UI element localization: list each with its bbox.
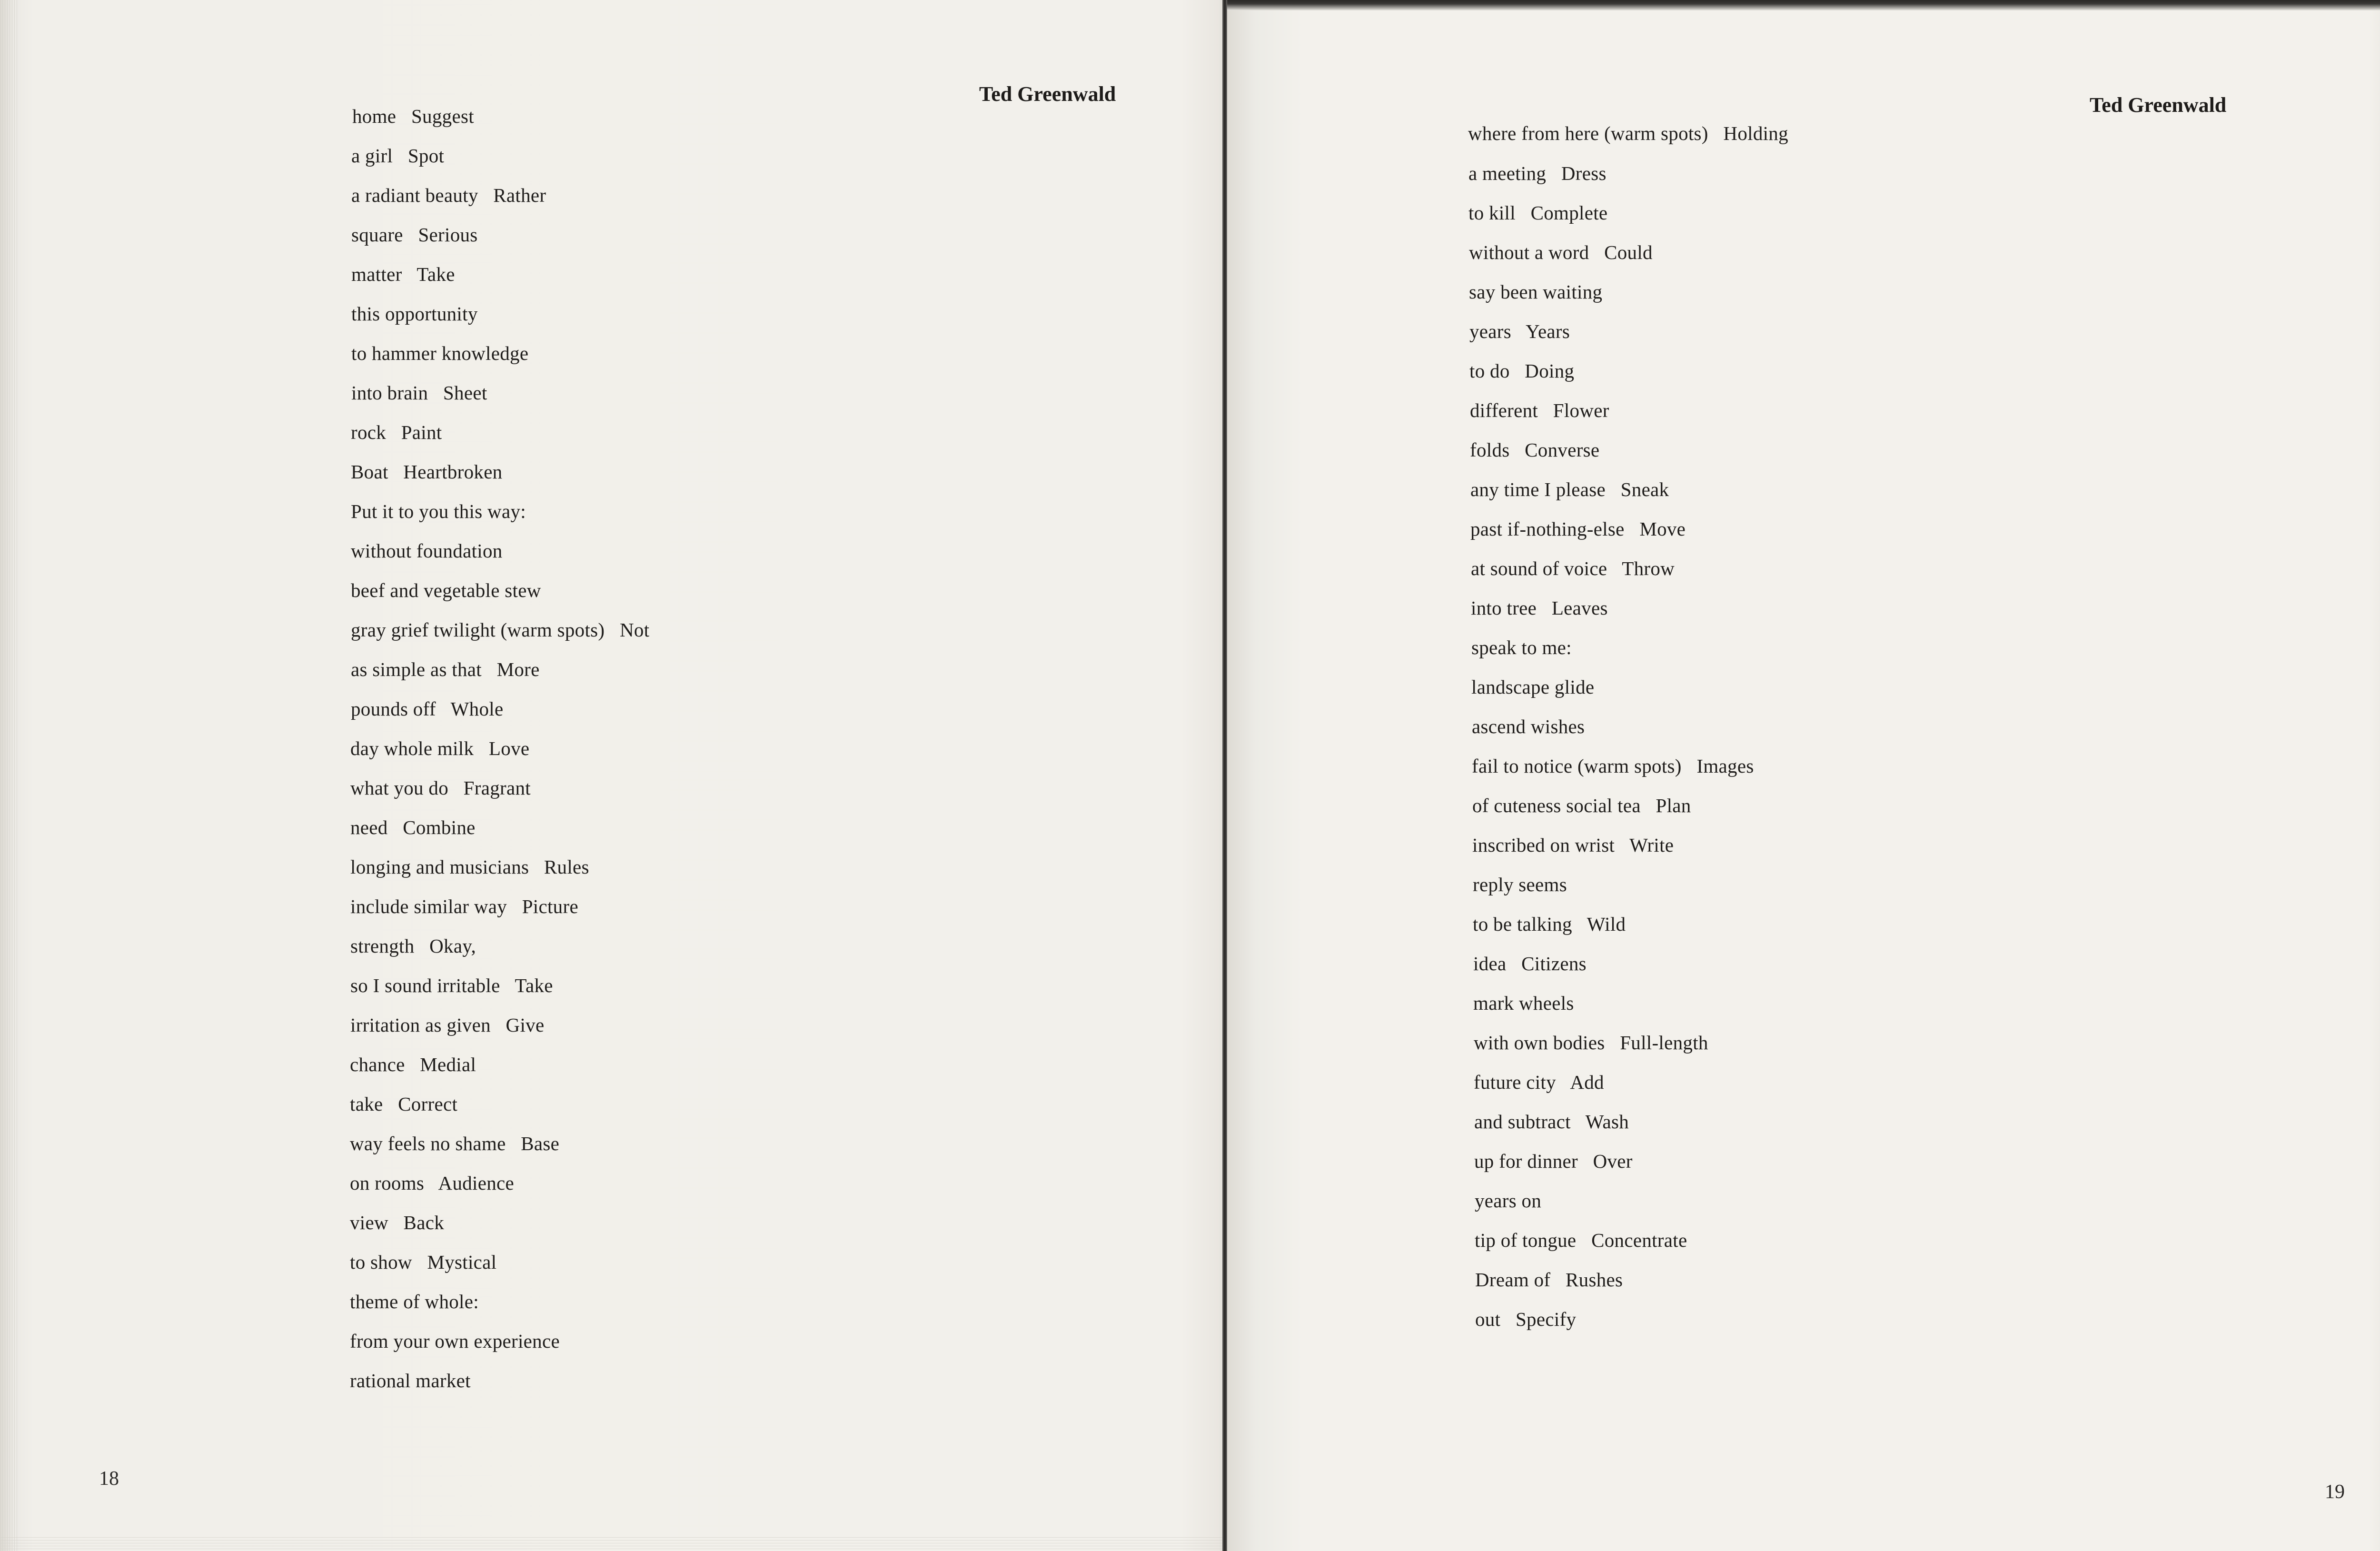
poem-line: view Back <box>350 1212 444 1233</box>
poem-line: of cuteness social tea Plan <box>1472 795 1691 816</box>
poem-line: to hammer knowledge <box>351 342 529 364</box>
poem-line: Boat Heartbroken <box>351 461 503 483</box>
page-edge-texture <box>0 1535 1227 1551</box>
poem-line: rational market <box>350 1370 471 1392</box>
poem-line: landscape glide <box>1471 676 1595 698</box>
poem-line: to be talking Wild <box>1473 913 1626 935</box>
poem-line: take Correct <box>350 1093 458 1115</box>
poem-line: so I sound irritable Take <box>350 974 553 996</box>
poem-line: into tree Leaves <box>1471 597 1608 619</box>
poem-line: mark wheels <box>1473 992 1574 1014</box>
poem-line: speak to me: <box>1471 636 1572 658</box>
poem-line: home Suggest <box>352 105 474 127</box>
poem-line: gray grief twilight (warm spots) Not <box>351 619 650 641</box>
poem-line: a meeting Dress <box>1468 162 1606 184</box>
poem-line: irritation as given Give <box>350 1014 545 1036</box>
book-gutter <box>1222 0 1227 1551</box>
poem-line: with own bodies Full-length <box>1474 1032 1708 1054</box>
poem-line: future city Add <box>1474 1071 1604 1093</box>
poem-line: longing and musicians Rules <box>350 856 589 878</box>
poem-line: to show Mystical <box>350 1251 497 1273</box>
poem-line: inscribed on wrist Write <box>1472 834 1674 856</box>
poem-line: Dream of Rushes <box>1475 1269 1623 1291</box>
poem-line: day whole milk Love <box>350 737 530 759</box>
right-page <box>1227 0 2380 1551</box>
right-page-number: 19 <box>2325 1481 2345 1503</box>
poem-line: from your own experience <box>350 1330 560 1352</box>
right-page-header: Ted Greenwald <box>2090 93 2227 117</box>
poem-line: fail to notice (warm spots) Images <box>1472 755 1754 777</box>
poem-line: folds Converse <box>1470 439 1600 461</box>
poem-line: strength Okay, <box>350 935 476 957</box>
left-page-header: Ted Greenwald <box>979 82 1116 106</box>
poem-line: without foundation <box>351 540 503 562</box>
poem-line: as simple as that More <box>351 658 540 680</box>
poem-line: past if-nothing-else Move <box>1470 518 1686 540</box>
poem-line: tip of tongue Concentrate <box>1475 1229 1687 1251</box>
poem-line: ascend wishes <box>1472 716 1585 737</box>
poem-line: where from here (warm spots) Holding <box>1468 122 1788 144</box>
poem-line: out Specify <box>1475 1308 1577 1330</box>
poem-line: what you do Fragrant <box>350 777 531 799</box>
poem-line: reply seems <box>1473 874 1567 895</box>
poem-line: rock Paint <box>351 421 442 443</box>
poem-line: theme of whole: <box>350 1291 479 1312</box>
poem-line: say been waiting <box>1469 281 1603 303</box>
poem-line: years Years <box>1469 320 1570 342</box>
page-top-shadow <box>1227 0 2380 10</box>
poem-line: need Combine <box>350 816 476 838</box>
poem-line: any time I please Sneak <box>1470 478 1669 500</box>
poem-line: up for dinner Over <box>1474 1150 1633 1172</box>
poem-line: a girl Spot <box>351 145 445 167</box>
poem-line: this opportunity <box>351 303 478 325</box>
poem-line: to do Doing <box>1469 360 1575 382</box>
poem-line: pounds off Whole <box>351 698 504 720</box>
poem-line: without a word Could <box>1469 241 1653 263</box>
poem-line: idea Citizens <box>1473 953 1587 974</box>
page-edge-texture <box>0 0 19 1551</box>
poem-line: include similar way Picture <box>350 895 578 917</box>
poem-line: chance Medial <box>350 1054 476 1075</box>
poem-line: to kill Complete <box>1468 202 1608 224</box>
poem-line: years on <box>1475 1190 1542 1212</box>
poem-line: a radiant beauty Rather <box>351 184 546 206</box>
left-page-number: 18 <box>99 1468 119 1490</box>
poem-line: way feels no shame Base <box>350 1133 560 1154</box>
poem-line: different Flower <box>1470 399 1609 421</box>
poem-line: and subtract Wash <box>1474 1111 1629 1133</box>
poem-line: beef and vegetable stew <box>351 579 541 601</box>
poem-line: on rooms Audience <box>350 1172 515 1194</box>
poem-line: Put it to you this way: <box>351 500 526 522</box>
poem-line: square Serious <box>351 224 478 246</box>
poem-line: into brain Sheet <box>351 382 487 404</box>
poem-line: at sound of voice Throw <box>1471 557 1675 579</box>
poem-line: matter Take <box>351 263 455 285</box>
